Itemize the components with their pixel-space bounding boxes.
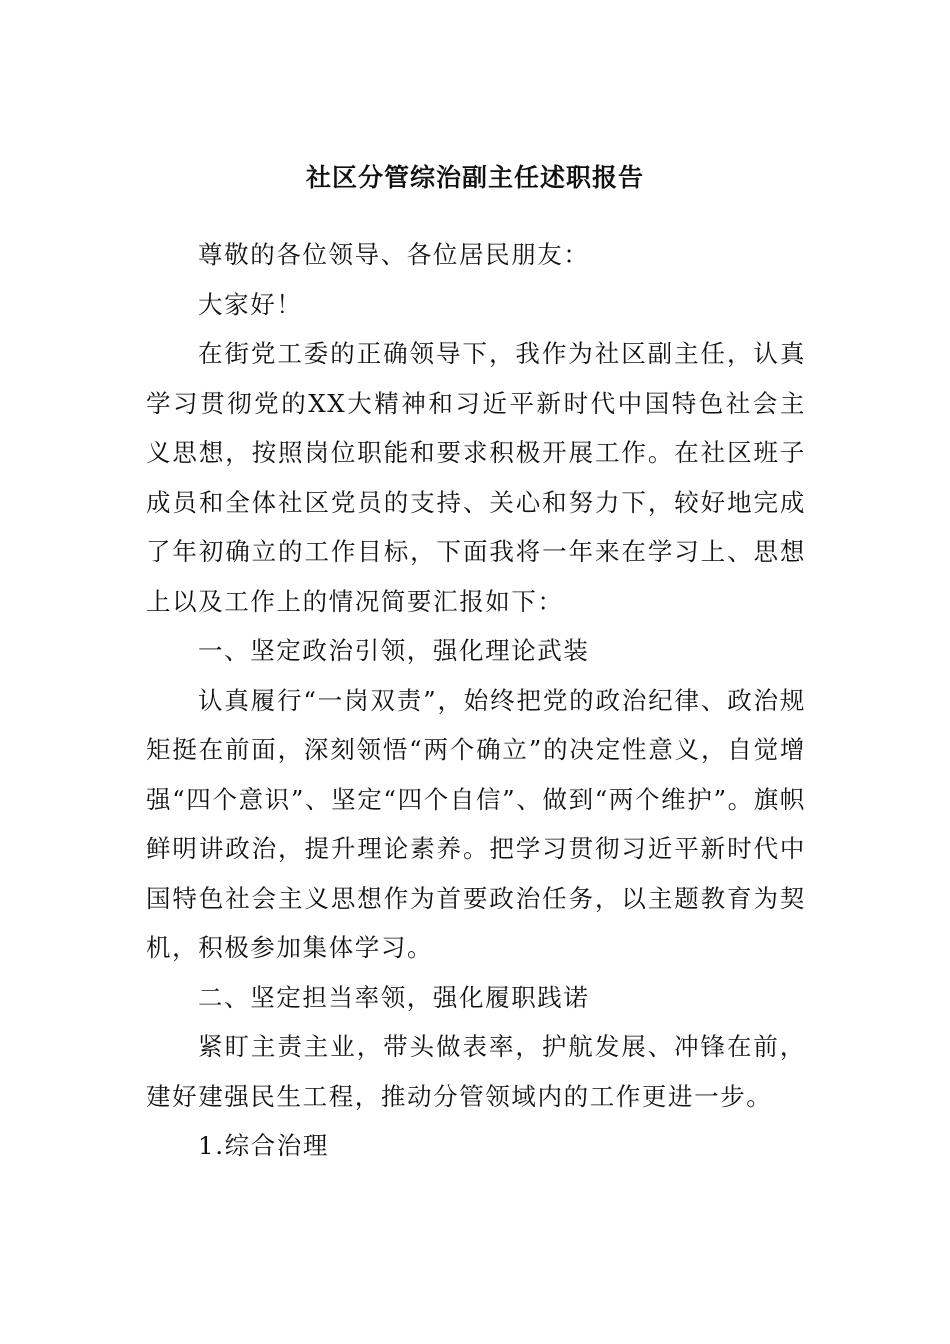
section-1-paragraph: 认真履行“一岗双责”，始终把党的政治纪律、政治规矩挺在前面，深刻领悟“两个确立”的决定性意义，自觉增强“四个意识”、坚定“四个自信”、做到“两个维护”。旗帜鲜明讲政治，提升理论素养。把学习贯彻习近平新时代中国特色社会主义思想作为首要政治任务，以主题教育为契机，积极参加集体学习。 — [146, 685, 806, 962]
section-2-paragraph: 紧盯主责主业，带头做表率，护航发展、冲锋在前，建好建强民生工程，推动分管领域内的工作更进一步。 — [146, 1032, 806, 1111]
section-heading-1: 一、坚定政治引领，强化理论武装 — [198, 636, 590, 665]
salutation: 尊敬的各位领导、各位居民朋友： — [198, 240, 590, 269]
document-title: 社区分管综治副主任述职报告 — [305, 163, 644, 192]
intro-paragraph: 在街党工委的正确领导下，我作为社区副主任，认真学习贯彻党的XX大精神和习近平新时代中国特色社会主义思想，按照岗位职能和要求积极开展工作。在社区班子成员和全体社区党员的支持、关心和努力下，较好地完成了年初确立的工作目标，下面我将一年来在学习上、思想上以及工作上的情况简要汇报如下： — [146, 339, 806, 616]
greeting: 大家好！ — [198, 289, 303, 319]
subsection-heading-1: 1.综合治理 — [198, 1131, 329, 1160]
section-heading-2: 二、坚定担当率领，强化履职践诺 — [198, 982, 590, 1012]
document-body — [146, 230, 806, 1171]
